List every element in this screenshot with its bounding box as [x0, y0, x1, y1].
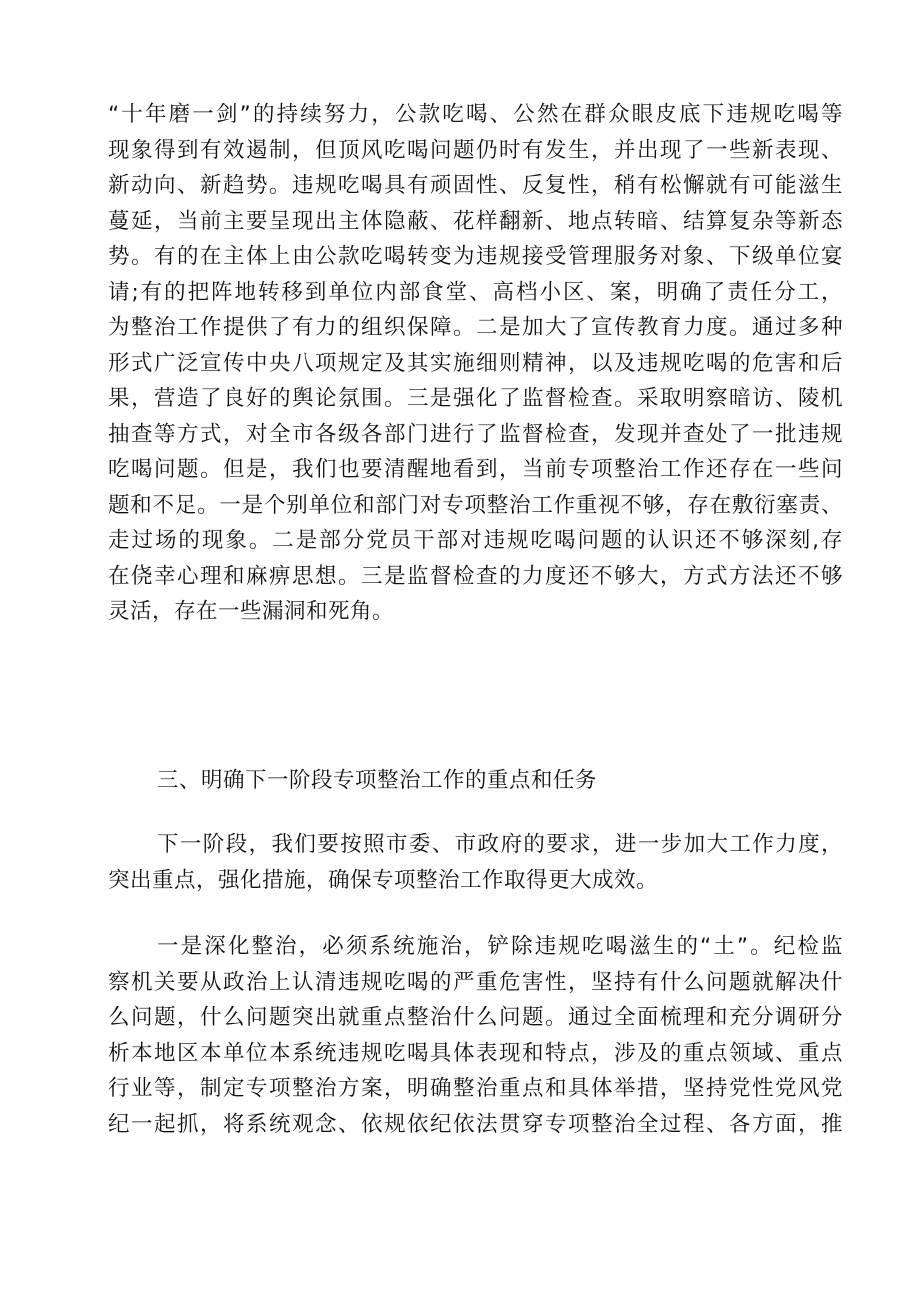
text-line: 为整治工作提供了有力的组织保障。二是加大了宣传教育力度。通过多种 — [108, 315, 843, 340]
text-line: 突出重点，强化措施，确保专项整治工作取得更大成效。 — [108, 867, 659, 893]
text-line: 灵活，存在一些漏洞和死角。 — [108, 599, 395, 624]
section-heading — [157, 763, 843, 799]
text-line: 势。有的在主体上由公款吃喝转变为违规接受管理服务对象、下级单位宴 — [108, 244, 843, 269]
text-line: 析本地区本单位本系统违规吃喝具体表现和特点，涉及的重点领域、重点 — [108, 1040, 843, 1066]
text-line: 蔓延，当前主要呈现出主体隐蔽、花样翻新、地点转暗、结算复杂等新态 — [108, 208, 843, 234]
text-line: 形式广泛宣传中央八项规定及其实施细则精神，以及违规吃喝的危害和后 — [108, 350, 843, 376]
body-paragraph — [108, 929, 843, 1142]
text-line: 抽查等方式，对全市各级各部门进行了监督检查，发现并查处了一批违规 — [108, 421, 843, 447]
text-line: 在侥幸心理和麻痹思想。三是监督检查的力度还不够大，方式方法还不够 — [108, 563, 843, 589]
text-line: 请;有的把阵地转移到单位内部食堂、高档小区、案，明确了责任分工， — [108, 279, 843, 305]
body-paragraph — [108, 97, 843, 630]
text-line: 新动向、新趋势。违规吃喝具有顽固性、反复性，稍有松懈就有可能滋生 — [108, 173, 843, 198]
text-line: 果，营造了良好的舆论氛围。三是强化了监督检查。采取明察暗访、陵机 — [108, 386, 843, 411]
text-line: 行业等，制定专项整治方案，明确整治重点和具体举措，坚持党性党风党 — [108, 1076, 843, 1101]
text-line: “十年磨一剑”的持续努力，公款吃喝、公然在群众眼皮底下违规吃喝等 — [108, 102, 843, 127]
text-line: 题和不足。一是个别单位和部门对专项整治工作重视不够，存在敷衍塞责、 — [108, 492, 843, 518]
text-line: 走过场的现象。二是部分党员干部对违规吃喝问题的认识还不够深刻,存 — [108, 528, 843, 553]
text-line: 一是深化整治，必须系统施治，铲除违规吃喝滋生的“土”。纪检监 — [157, 934, 843, 959]
text-line: 么问题，什么问题突出就重点整治什么问题。通过全面梳理和充分调研分 — [108, 1005, 843, 1030]
text-line: 吃喝问题。但是，我们也要清醒地看到，当前专项整治工作还存在一些问 — [108, 457, 843, 482]
text-line: 察机关要从政治上认清违规吃喝的严重危害性，坚持有什么问题就解决什 — [108, 969, 843, 995]
text-line: 纪一起抓，将系统观念、依规依纪依法贯穿专项整治全过程、各方面，推 — [108, 1111, 843, 1137]
text-line: 现象得到有效遏制，但顶风吃喝问题仍时有发生，并出现了一些新表现、 — [108, 137, 843, 163]
text-line: 下一阶段，我们要按照市委、市政府的要求，进一步加大工作力度， — [157, 832, 843, 857]
heading-text: 三、明确下一阶段专项整治工作的重点和任务 — [157, 768, 598, 793]
body-paragraph — [108, 827, 843, 898]
